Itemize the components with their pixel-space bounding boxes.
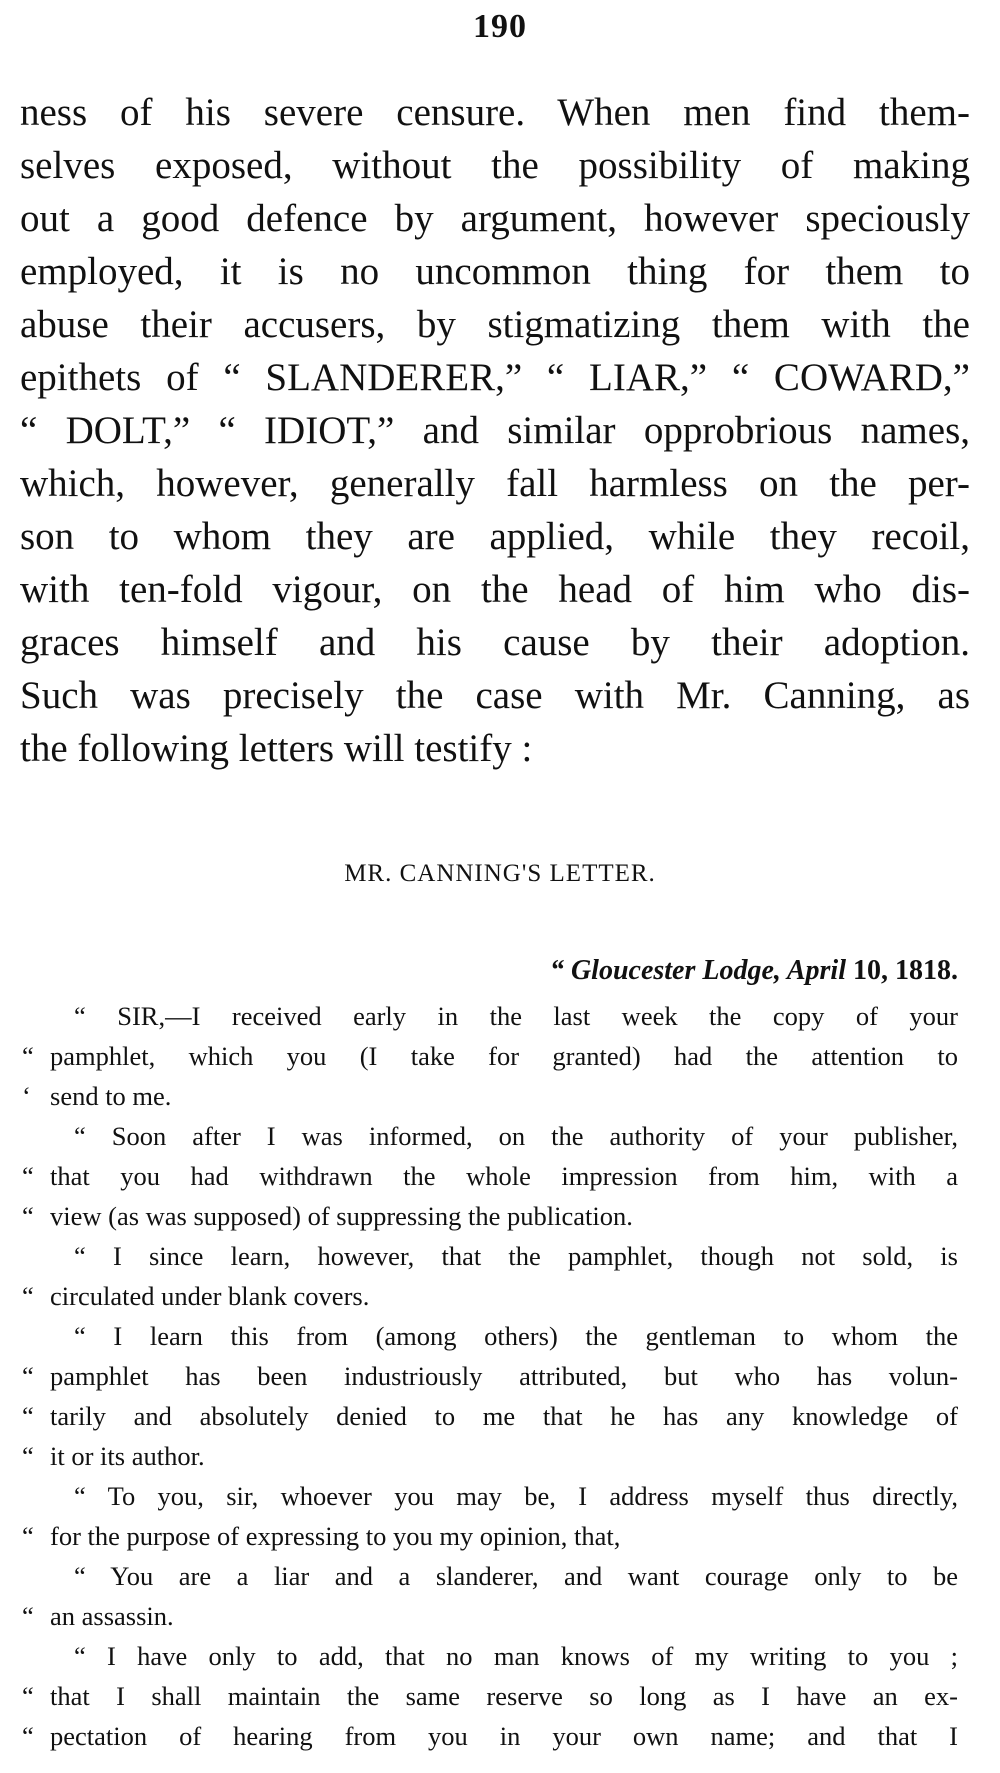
margin-quote-mark: “	[22, 1361, 34, 1391]
margin-quote-mark: “	[22, 1281, 34, 1311]
letter-line	[22, 1156, 958, 1196]
margin-quote-mark: “	[22, 1721, 34, 1751]
margin-quote-mark: “	[22, 1401, 34, 1431]
letter-line-text: pamphlet has been industriously attributed, but who has volun-	[50, 1361, 958, 1391]
letter-line	[22, 1676, 958, 1716]
margin-quote-mark: “	[22, 1441, 34, 1471]
letter-line-text: “ I have only to add, that no man knows of my writing to you ;	[74, 1641, 958, 1671]
letter-line	[22, 1436, 958, 1476]
letter-line-text: “ I since learn, however, that the pamphlet, though not sold, is	[74, 1241, 958, 1271]
letter-line	[40, 1476, 958, 1516]
margin-quote-mark: “	[22, 1601, 34, 1631]
letter-line-text: “ You are a liar and a slanderer, and want courage only to be	[74, 1561, 958, 1591]
letter-body	[22, 996, 958, 1756]
letter-line	[22, 1516, 958, 1556]
body-line: epithets of “ SLANDERER,” “ LIAR,” “ COWARD,”	[20, 356, 970, 399]
margin-quote-mark: ‘	[22, 1081, 31, 1111]
letter-line	[40, 1116, 958, 1156]
margin-quote-mark: “	[22, 1161, 34, 1191]
letter-line	[22, 1396, 958, 1436]
letter-line	[40, 1556, 958, 1596]
letter-line-text: “ I learn this from (among others) the gentleman to whom the	[74, 1321, 958, 1351]
letter-line	[40, 1636, 958, 1676]
body-line: with ten-fold vigour, on the head of him who dis-	[20, 568, 970, 611]
body-line: the following letters will testify :	[20, 727, 533, 770]
letter-line-text: circulated under blank covers.	[50, 1281, 370, 1311]
letter-dateline	[550, 955, 958, 987]
body-line: abuse their accusers, by stigmatizing them with the	[20, 303, 970, 346]
body-line: which, however, generally fall harmless on the per-	[20, 462, 970, 505]
letter-line-text: an assassin.	[50, 1601, 174, 1631]
body-line: son to whom they are applied, while they recoil,	[20, 515, 970, 558]
letter-line-text: “ SIR,—I received early in the last week the copy of your	[74, 1001, 958, 1031]
letter-date-value: 10, 1818.	[846, 955, 958, 986]
letter-line-text: that you had withdrawn the whole impression from him, with a	[50, 1161, 958, 1191]
letter-line-text: “ Soon after I was informed, on the authority of your publisher,	[74, 1121, 958, 1151]
letter-line-text: “ To you, sir, whoever you may be, I address myself thus directly,	[74, 1481, 958, 1511]
letter-line	[40, 1316, 958, 1356]
letter-line-text: that I shall maintain the same reserve so long as I have an ex-	[50, 1681, 958, 1711]
letter-line	[40, 1236, 958, 1276]
letter-line	[22, 1596, 958, 1636]
body-line: ness of his severe censure. When men find them-	[20, 91, 970, 134]
letter-line	[22, 1276, 958, 1316]
margin-quote-mark: “	[22, 1681, 34, 1711]
letter-line-text: pamphlet, which you (I take for granted) had the attention to	[50, 1041, 958, 1071]
letter-line	[40, 996, 958, 1036]
letter-line-text: tarily and absolutely denied to me that he has any knowledge of	[50, 1401, 958, 1431]
letter-line-text: it or its author.	[50, 1441, 205, 1471]
body-line: employed, it is no uncommon thing for them to	[20, 250, 970, 293]
letter-line-text: pectation of hearing from you in your own name; and that I	[50, 1721, 958, 1751]
letter-line	[22, 1076, 958, 1116]
margin-quote-mark: “	[22, 1201, 34, 1231]
section-heading: MR. CANNING'S LETTER.	[344, 860, 656, 887]
letter-line-text: send to me.	[50, 1081, 172, 1111]
body-line: Such was precisely the case with Mr. Canning, as	[20, 674, 970, 717]
letter-line-text: view (as was supposed) of suppressing the publication.	[50, 1201, 633, 1231]
letter-line	[22, 1716, 958, 1756]
body-paragraph	[20, 86, 970, 775]
page-number: 190	[473, 8, 527, 45]
letter-line-text: for the purpose of expressing to you my opinion, that,	[50, 1521, 621, 1551]
letter-place: “ Gloucester Lodge, April	[549, 955, 846, 986]
letter-line	[22, 1196, 958, 1236]
body-line: “ DOLT,” “ IDIOT,” and similar opprobrious names,	[20, 409, 970, 452]
letter-line	[22, 1356, 958, 1396]
letter-line	[22, 1036, 958, 1076]
margin-quote-mark: “	[22, 1521, 34, 1551]
body-line: graces himself and his cause by their adoption.	[20, 621, 970, 664]
body-line: selves exposed, without the possibility of making	[20, 144, 970, 187]
margin-quote-mark: “	[22, 1041, 34, 1071]
body-line: out a good defence by argument, however speciously	[20, 197, 970, 240]
